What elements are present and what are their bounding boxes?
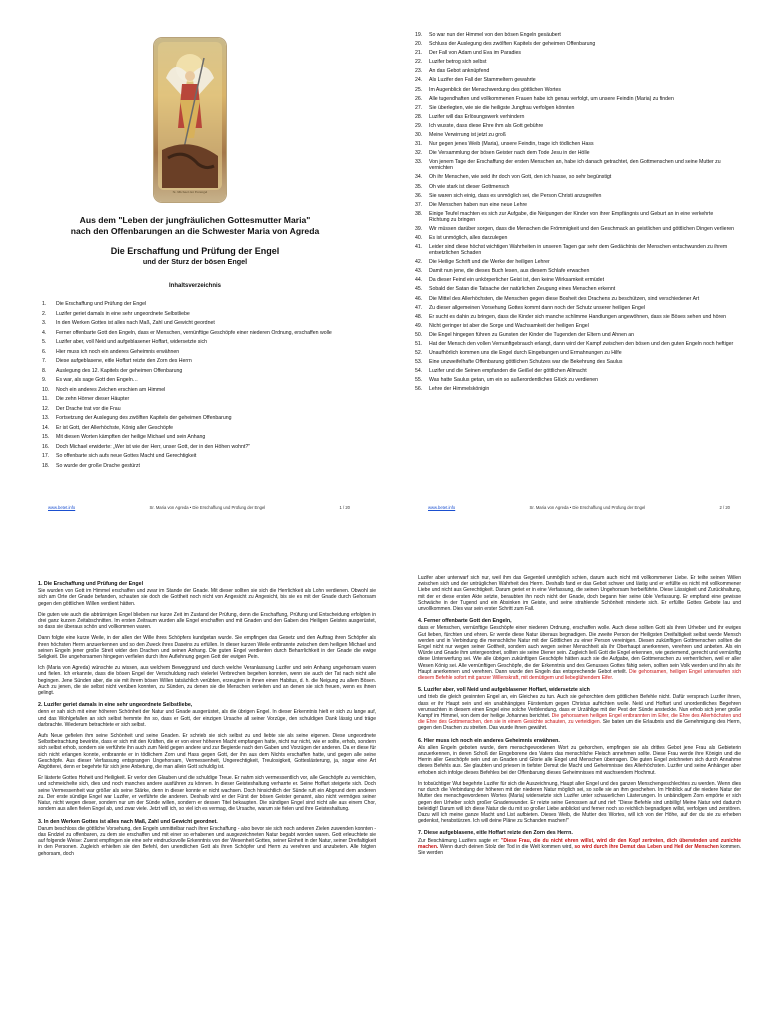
toc-entry[interactable]: [415, 193, 735, 199]
toc-entry-number: 36.: [415, 192, 423, 199]
section-heading: 7. Diese aufgeblasene, eitle Hoffart reizte den Zorn des Herrn.: [418, 830, 573, 837]
toc-entry-title: Luzifer will das Erlösungswerk verhindern: [429, 113, 525, 120]
toc-entry-title: Er ist Gott, der Allerhöchste, König aller Geschöpfe: [56, 424, 174, 431]
toc-entry[interactable]: [415, 305, 735, 311]
toc-entry[interactable]: [415, 150, 735, 156]
toc-entry[interactable]: [415, 296, 735, 302]
toc-entry[interactable]: [415, 41, 735, 47]
document-title: [30, 215, 360, 266]
toc-entry[interactable]: [415, 132, 735, 138]
toc-entry-title: Oh wie stark ist dieser Gottmensch: [429, 183, 510, 190]
toc-entry-number: 32.: [415, 150, 423, 157]
toc-entry-number: 49.: [415, 322, 423, 329]
saint-michael-image: [154, 38, 226, 202]
title-line-1: Aus dem "Leben der jungfräulichen Gottesmutter Maria": [79, 215, 311, 225]
toc-entry[interactable]: [415, 235, 735, 241]
toc-entry-number: 2.: [42, 310, 47, 317]
toc-entry-title: Er sucht es dahin zu bringen, dass die Kinder sich manche schlimme Handlungen angewöhnen, dass sie Böses sehen und hören: [429, 313, 727, 320]
toc-entry-title: Leider sind diese höchst wichtigen Wahrheiten in unseren Tagen gar sehr dem Gedächtnis der Menschen entschwunden zu ihrem entsetzlichen Schaden: [429, 244, 728, 257]
toc-entry-title: Doch Michael erwiderte: „Wer ist wie der Herr, unser Gott, der in den Höhen wohnt?": [56, 443, 251, 450]
toc-entry-number: 10.: [42, 386, 50, 393]
paragraph: Er lästerte Gottes Hoheit und Heiligkeit. Er verlor den Glauben und die schuldige Treue. Er nahm sich vermessentlich vor, alle Geschöpfe zu vernichten, und schmeichelte sich, dies und noch manches andere ausführen zu können. In dieser Geisteshaltung verharrte er. Seine Hoffart steigerte sich. Doch seine Vermessenheit war größer als seine Stärke, denn in dieser konnte er nicht wachsen. Doch hinsichtlich der Sünde ruft ein Abgrund dem anderen zu. Der erste sündige Engel war Luzifer, er verführte die anderen. Deshalb wird er der Fürst der bösen Geister genannt, also nicht vermöges seiner Natur, nicht wegen dieser, sondern nur um der Sünde willen, sondern er dessen Titel bekaupten. Die sündigen Engel sind nicht alle aus einem Chor, sondern aus allen fielen Engel ab, und zwar viele. Jetzt will ich, so viel ich es vermag, die Ursache, warum sie fielen und ihre Geisteshaltung.: [38, 775, 376, 813]
toc-entry-title: Diese aufgeblasene, eitle Hoffart reizte den Zorn des Herrn: [56, 358, 192, 364]
toc-entry-number: 22.: [415, 59, 423, 66]
body-text: [418, 575, 741, 861]
toc-entry-title: Unaufhörlich kommen uns die Engel durch Eingebungen und Ermahnungen zu Hilfe: [429, 350, 622, 357]
toc-entry-number: 46.: [415, 295, 423, 302]
toc-entry-title: Einige Teufel machten es sich zur Aufgabe, die Neigungen der Kinder von ihrer Empfängnis und Geburt an in eine verkehrte Richtung zu bringen: [429, 210, 714, 223]
toc-entry-title: Nicht geringer ist aber die Sorge und Wachsamkeit der heiligen Engel: [429, 322, 589, 329]
toc-entry-title: Luzifer aber, voll Neid und aufgeblasener Hoffart, widersetzte sich: [56, 339, 208, 345]
toc-entry-number: 11.: [42, 396, 49, 402]
table-of-contents-part-2: [415, 32, 735, 396]
section-heading: 1. Die Erschaffung und Prüfung der Engel: [38, 581, 144, 587]
highlighted-text: Die gehorsamen, heiligen Engel unterwarfen sich diesem Befehle sofort mit ganzer Willenskraft, mit demütigem und liebeglühendem Eifer.: [418, 668, 741, 682]
toc-entry-number: 33.: [415, 159, 423, 166]
toc-entry[interactable]: [415, 314, 735, 320]
toc-entry-number: 6.: [42, 348, 47, 355]
toc-entry-title: Damit nun jene, die dieses Buch lesen, aus diesem Schlafe erwachen: [429, 268, 590, 275]
toc-entry-title: Die zehn Hörner dieser Häupter: [56, 396, 130, 402]
toc-entry-title: Fortsetzung der Auslegung des zwölften Kapitels der geheimen Offenbarung: [56, 415, 232, 421]
toc-entry[interactable]: [415, 50, 735, 56]
toc-entry[interactable]: [42, 396, 352, 402]
paragraph: [418, 625, 741, 681]
toc-entry-title: Hat der Mensch den vollen Vernunftgebrauch erlangt, dann wird der Kampf zwischen den bösen und den guten Engeln noch heftiger: [429, 341, 734, 347]
paragraph-text: Sie baten um die Erlaubnis und die Genehmigung des Herrn, gegen den Drachen zu streiten. Das wurde ihnen gewährt.: [418, 719, 741, 732]
toc-entry[interactable]: [42, 425, 352, 431]
highlighted-text: "Diese Frau, die du nicht ehren willst, wird dir den Kopf zertreten, dich überwinden und zunichte machen.: [418, 837, 741, 850]
toc-entry-number: 45.: [415, 286, 423, 293]
toc-entry-number: 24.: [415, 77, 423, 84]
toc-entry[interactable]: [415, 350, 735, 356]
toc-entry-title: Die Erschaffung und Prüfung der Engel: [56, 301, 147, 307]
toc-entry[interactable]: [415, 174, 735, 180]
toc-entry-number: 56.: [415, 386, 423, 393]
toc-entry-title: Schluss der Auslegung des zwölften Kapitels der geheimen Offenbarung: [429, 41, 596, 48]
toc-entry[interactable]: [415, 59, 735, 65]
table-of-contents-part-1: [42, 301, 352, 472]
section-heading: 6. Hier muss ich noch ein anderes Geheimnis erwähnen.: [418, 737, 560, 744]
toc-entry[interactable]: [415, 268, 735, 274]
toc-entry-number: 7.: [42, 358, 47, 364]
toc-entry-number: 55.: [415, 377, 423, 384]
toc-entry-number: 19.: [415, 32, 423, 38]
toc-entry-title: Alle tugendhaften und vollkommenen Frauen habe ich genau verfolgt, um unsere Feindin (Maria) zu finden: [429, 95, 674, 102]
image-caption: St. Michael der Erzengel: [172, 190, 208, 194]
toc-entry-title: Sobald der Satan die Tatsache der natürlichen Zeugung eines Menschen erkennt: [429, 286, 616, 293]
toc-entry-title: An das Gebot anknüpfend: [429, 68, 490, 75]
toc-entry[interactable]: [415, 114, 735, 120]
toc-entry-title: Die Mittel des Allerhöchsten, die Menschen gegen diese Bosheit des Drachens zu beschützen, sind verschiedener Art: [429, 295, 700, 302]
paragraph: [418, 694, 741, 731]
toc-entry-number: 42.: [415, 259, 423, 266]
toc-entry-title: So war nun der Himmel von den bösen Engeln gesäubert: [429, 32, 561, 38]
toc-entry-number: 14.: [42, 424, 50, 431]
section-heading: 2. Luzifer geriet damals in eine sehr ungeordnete Selbstliebe,: [38, 702, 193, 709]
paragraph: Ich (Maria von Agreda) wünschte zu wissen, aus welchem Beweggrund und durch welche Veranlassung Luzifer und sein Anhang ungehorsam waren und fielen. Ich erkannte, dass die bösen Engel der Verschuldung nach vielerlei Verbrechen begehen konnten, wenn sie auch der Tat nach nicht alle begingen. Jene Sünden aber, die sie mit ihrem bösen Willen tatsächlich verübten, erzeugten in ihnen einen Habitus, d. h. die Neigung zu allem Bösen. Auch zu jenen, die sie selbst nicht verüben konnten, zu Sünden, zu denen sie die Menschen verleiten und an denen sie sich freuen, wenn es ihnen gelingt.: [38, 665, 376, 697]
toc-entry-number: 34.: [415, 174, 423, 181]
toc-entry-title: Noch ein anderes Zeichen erschien am Himmel: [56, 386, 166, 393]
toc-entry[interactable]: [415, 77, 735, 83]
toc-entry[interactable]: [415, 96, 735, 102]
toc-entry-title: Oh ihr Menschen, wie seid ihr doch von Gott, den ich hasse, so sehr begünstigt: [429, 174, 612, 181]
toc-entry[interactable]: [415, 123, 735, 129]
toc-entry-title: Da dieser Feind ein unkörperlicher Geist ist, den keine Wirksamkeit ermüdet: [429, 277, 605, 284]
toc-entry-number: 15.: [42, 434, 50, 440]
toc-entry-number: 52.: [415, 350, 423, 357]
toc-entry[interactable]: [42, 453, 352, 459]
paragraph-text: dass er Menschen, vernünftige Geschöpfe einer niederen Ordnung, erschaffen wolle. Auch diese sollten Gott als ihren Urheber und ihr ewiges Gut lieben, fürchten und ehren. Er werde diese Natur überaus begnadigen. Die zweite Person der Heiligsten Dreifaltigkeit selbst werde Mensch werden und in Verbindung die menschliche Natur mit der Göttlichen zu einer Person vereinigen. Diesen zukünftigen Gottmenschen sollten die Engel nicht nur wegen seiner Gottheit, sondern auch wegen seiner Menschheit als ihr Oberhaupt anerkennen, verehren und anbeten. Als ein Würde und Gnade ihm untergeordnet, sollten sie seine Diener sein. Zugleich ließ Gott die Engel erkennen, wie geziemend, gerecht und vernünftig diese Unterwerfung sei. Wie alle übrigen zukünftigen Geschöpfe hätten auch sie die Aufgabe, den Gottmenschen zu verherrlichen, weil er aller Wesen König sei. Alle vernünftigen Geschöpfe, die der Erkenntnis und des Genusses Gottes fähig seien, sollten sein Volk werden und ihn als ihr Haupt anerkennen und verehren. Dann wurde den Engeln das entsprechende Gebot erteilt.: [418, 625, 741, 675]
archangel-illustration: [154, 38, 226, 202]
toc-entry[interactable]: [42, 311, 352, 317]
toc-entry-title: Ferner offenbarte Gott den Engeln, dass er Menschen, vernünftige Geschöpfe einer niederen Ordnung, erschaffen wolle: [56, 329, 332, 336]
toc-entry-number: 43.: [415, 268, 423, 275]
toc-entry[interactable]: [415, 68, 735, 74]
toc-entry[interactable]: [42, 320, 352, 326]
toc-entry-number: 9.: [42, 377, 47, 383]
toc-entry[interactable]: [415, 184, 735, 190]
toc-entry-number: 13.: [42, 415, 50, 421]
toc-entry-number: 27.: [415, 104, 423, 111]
highlighted-text: so wird durch ihre Demut das Leben und Heil der Menschen: [574, 843, 719, 850]
paragraph: denn er sah sich mit einer höheren Schönheit der Natur und Gnade ausgerüstet, als die übrigen Engel. In dieser Erkenntnis hielt er sich zu lange auf, und das Wohlgefallen an sich selbst hemmte ihn so, dass er Gott, der einzigen Ursache all seiner Vorzüge, den schuldigen Dank lässig und träge darbrachte. Wiederum betrachtete er sich selbst.: [38, 709, 376, 728]
toc-entry-title: Mit diesen Worten kämpften der heilige Michael und sein Anhang: [56, 434, 206, 440]
toc-entry-number: 18.: [42, 462, 50, 469]
toc-entry[interactable]: [415, 259, 735, 265]
paragraph: Darum beschloss die göttliche Vorsehung, den Engeln unmittelbar nach ihrer Erschaffung - also bevor sie sich noch anderen Zielen zuwenden konnten - das Endziel zu offenbaren, zu dem sie erschaffen und mit einer so erhabenen und ausgezeichneten Natur begabt worden waren. Gott erleuchtete sie auf folgende Weise: Zuerst empfingen sie eine sehr eindrucksvolle Erkenntnis von der Wesenheit Gottes, seiner Einheit in der Natur, seiner Dreifaltigkeit in den Personen. Zugleich erhielten sie den Befehl, den unendlichen Gott als ihren Schöpfer und Herrn zu verehren und anzubeten. Alle folgten gehorsam, doch: [38, 825, 376, 857]
toc-entry-title: Die Menschen haben nun eine neue Lehre: [429, 201, 528, 208]
toc-entry-title: Was hatte Saulus getan, um ein so außerordentliches Glück zu verdienen: [429, 377, 599, 384]
toc-heading: Inhaltsverzeichnis: [168, 283, 222, 289]
toc-entry[interactable]: [42, 444, 352, 450]
toc-entry[interactable]: [42, 301, 352, 307]
paragraph: Aufs Neue gefielen ihm seine Schönheit und seine Gnaden. Er schrieb sie sich selbst zu und liebte sie als seine eigenen. Diese ungeordnete Selbstbetrachtung bewirkte, dass er sich mit den Kräften, die er von einer höheren Macht empfangen hatte, nicht nur nicht, wie er sollte, erhob, sondern sich selbst erhob, sondern sie verführte ihn auch zum Neid gegen andere und zur Begierde nach den Gaben und Vorzügen der anderen. Da er diese für sich nicht erlangen konnte, entbrannte er in tödlichem Zorn und Hass gegen Gott, der ihn aus dem Nichts erschaffen hatte, und gegen alle seine Geschöpfe. Aus dieser Verfassung entsprangen Ungehorsam, Vermessenheit, Ungerechtigkeit, Treulosigkeit, Gotteslästerung, ja, sogar eine Art Abgötterei, denn er begehrte für sich jene Anbetung, die man allein Gott schuldig ist.: [38, 733, 376, 771]
toc-entry[interactable]: [42, 330, 352, 336]
document-page-3: [30, 570, 380, 1024]
toc-entry[interactable]: [415, 341, 735, 347]
toc-entry-title: Hier muss ich noch ein anderes Geheimnis erwähnen: [56, 348, 180, 355]
title-line-2: nach den Offenbarungen an die Schwester Maria von Agreda: [70, 226, 320, 236]
toc-entry-number: 12.: [42, 405, 50, 412]
toc-entry-title: So wurde der große Drache gestürzt: [56, 462, 140, 469]
toc-entry[interactable]: [415, 159, 735, 171]
toc-entry-number: 21.: [415, 50, 423, 57]
toc-entry-number: 47.: [415, 304, 423, 311]
toc-entry[interactable]: [415, 277, 735, 283]
toc-entry-number: 38.: [415, 210, 423, 217]
toc-entry-number: 4.: [42, 329, 47, 336]
paragraph: Luzifer aber unterwarf sich nur, weil ihm das Gegenteil unmöglich schien, darum auch nicht mit vollkommener Liebe. Er teilte seinen Willen zwischen sich und der untrüglichen Wahrheit des Herrn. Deshalb fand er das Gebot schwer und lästig und er erfüllte es nicht mit vollkommener Liebe und nicht aus Gerechtigkeit. Darum geriet er in eine Verfassung, die seinen Ungehorsam herbeiführte. Diese Lässigkeit und Zurückhaltung, mit der er diese ersten Akte setzte, beraubten ihn noch nicht der Gnade, doch begann hier seine üble Verfassung. Er empfand eine gewisse Schwäche in der Tugend und ein Absinken im Geiste, und seine strahlende Schönheit minderte sich. Er erfüllte Gottes Gebote lau und unvollkommen. Dies war sein erster Schritt zum Fall.: [418, 575, 741, 613]
toc-entry-number: 39.: [415, 225, 423, 232]
toc-entry[interactable]: [42, 377, 352, 383]
toc-entry-number: 30.: [415, 132, 423, 139]
subtitle-line-1: Die Erschaffung und Prüfung der Engel: [110, 246, 280, 256]
toc-entry-number: 29.: [415, 122, 423, 129]
toc-entry-number: 53.: [415, 359, 423, 366]
toc-entry-number: 1.: [42, 301, 47, 307]
toc-entry-number: 44.: [415, 277, 423, 284]
toc-entry-title: Es war, als sage Gott den Engeln…: [56, 377, 138, 383]
toc-entry-title: Lehre der Himmelskönigin: [429, 386, 490, 393]
toc-entry-title: Ich wusste, dass diese Ehre ihm als Gott gebühre: [429, 122, 544, 129]
toc-entry-title: Meine Verwirrung ist jetzt zu groß: [429, 132, 506, 139]
toc-entry[interactable]: [415, 332, 735, 338]
toc-entry-number: 35.: [415, 183, 423, 190]
subtitle-line-2: und der Sturz der bösen Engel: [142, 257, 248, 266]
section-heading: 3. In den Werken Gottes ist alles nach Maß, Zahl und Gewicht geordnet.: [38, 818, 218, 825]
toc-entry-number: 41.: [415, 244, 423, 251]
toc-entry[interactable]: [42, 415, 352, 421]
toc-entry[interactable]: [415, 211, 735, 223]
toc-entry[interactable]: [415, 323, 735, 329]
toc-entry-title: Luzifer geriet damals in eine sehr ungeordnete Selbstliebe: [56, 310, 190, 317]
toc-entry-title: Es ist unmöglich, alles darzulegen: [429, 234, 508, 241]
toc-entry-number: 8.: [42, 367, 47, 374]
toc-entry-number: 23.: [415, 68, 423, 75]
toc-entry-number: 16.: [42, 443, 50, 450]
paragraph-text: und trieb die gleich gesinnten Engel an, ein Gleiches zu tun. Auch sie gehorchten dem göttlichen Befehle nicht. Dafür versprach Luzifer ihnen, dass er ihr Haupt sein und ein unabhängiges Fürstentum gegen Christus aufrichten wolle. Neid und Hoffart und unordentliches Begehren verursachten in diesem einen Engel eine solche Verblendung, dass er Urzählige mit der Pest der Sünde ansteckte. Nun erhob sich jener große Kampf im Himmel, von dem der heilige Johannes berichtet.: [418, 694, 741, 720]
toc-entry-title: Als Luzifer den Fall der Stammeltern gewahrte: [429, 77, 536, 84]
toc-entry-title: Im Augenblick der Menschwerdung des göttlichen Wortes: [429, 86, 561, 93]
page-number: 2 / 20: [719, 505, 730, 510]
paragraph: Als allen Engeln geboten wurde, dem menschgewordenen Wort zu gehorchen, empfingen sie als drittes Gebot jene Frau als Gebieterin anzuerkennen, in deren Schoß der Eingeborene des Vaters das menschliche Fleisch annehmen sollte. Diese Frau werde ihre Königin und die Herrin aller Geschöpfe sein und an Gnaden und Glorie alle Engel und Menschen überragen. Die guten Engel zeichneten sich durch Annahme dieses Befehls aus. Sie glaubten und priesen in tiefster Demut die Macht und Geheimnisse des Allerhöchsten. Luzifer und seine Anhänger aber erhoben sich infolge dieses Befehles bei der Offenbarung dieses Geheimnisses mit wachsendem Hochmut.: [418, 744, 741, 776]
toc-entry[interactable]: [415, 105, 735, 111]
toc-entry-number: 51.: [415, 341, 423, 347]
toc-entry[interactable]: [415, 32, 735, 38]
toc-entry[interactable]: [415, 377, 735, 383]
footer-title: Sr. Maria von Agreda • Die Erschaffung und Prüfung der Engel: [529, 505, 646, 510]
toc-entry[interactable]: [42, 463, 352, 469]
toc-entry-number: 25.: [415, 86, 423, 93]
toc-entry-title: Der Fall von Adam und Eva im Paradies: [429, 50, 521, 57]
toc-entry-title: Nur gegen jenes Weib (Maria), unsere Feindin, trage ich tödlichen Hass: [429, 141, 594, 148]
toc-entry-title: Luzifer betrog sich selbst: [429, 59, 487, 66]
paragraph: Dann folgte eine kurze Weile, in der allen der Wille ihres Schöpfers kundgetan wurde. Sie empfingen das Gesetz und den Auftrag ihren Schöpfer als ihren höchsten Herrn anzuerkennen und so den Zweck ihres Daseins zu erfüllen. In dieser kurzen Weile entbrannte zwischen dem heiligen Michael und seinen Engeln jener große Streit wider den Drachen und seinen Anhang. Die guten Engel verdienten durch Beharrlichkeit in der Gnade die ewige Seligkeit. Die ungehorsamen hingegen verfielen durch ihre Auflehnung gegen Gott der ewigen Pein.: [38, 635, 376, 661]
toc-entry-number: 20.: [415, 41, 423, 48]
toc-entry-number: 3.: [42, 320, 47, 326]
footer-link[interactable]: www.betet.info: [48, 505, 76, 510]
toc-entry[interactable]: [415, 244, 735, 256]
paragraph: Die guten wie auch die abtrünnigen Engel blieben nur kurze Zeit im Zustand der Prüfung, denn die Erschaffung, Prüfung und Entscheidung erfolgten in drei ganz kurzen Zeitabschnitten. Im ersten Zeitraum wurden alle Engel erschaffen und mit Gnaden und den Gaben des Heiligen Geistes ausgerüstet, so dass sie überaus schön und vollkommen waren.: [38, 611, 376, 631]
toc-entry[interactable]: [42, 434, 352, 440]
toc-entry-title: Zu dieser allgemeinen Vorsehung Gottes kommt dann noch der Schutz unserer heiligen Engel: [429, 304, 645, 311]
toc-entry-number: 17.: [42, 453, 50, 459]
toc-entry[interactable]: [415, 368, 735, 374]
toc-entry-title: Die Versammlung der bösen Geister nach dem Tode Jesu in der Hölle: [429, 150, 590, 157]
section-heading: 5. Luzifer aber, voll Neid und aufgeblasener Hoffart, widersetzte sich: [418, 687, 590, 694]
document-page-4: [410, 570, 745, 1024]
toc-entry-number: 31.: [415, 141, 423, 148]
toc-entry[interactable]: [42, 339, 352, 345]
toc-entry-title: Von jenem Tage der Erschaffung der ersten Menschen an, habe ich danach getrachtet, den Gottmenschen und seine Mutter zu vernichten: [429, 159, 721, 172]
paragraph-text: Wenn durch deinen Stolz der Tod in die Welt kommen wird,: [438, 843, 575, 850]
page-footer: [48, 505, 350, 510]
toc-entry-number: 37.: [415, 201, 423, 208]
toc-entry-number: 40.: [415, 234, 423, 241]
toc-entry[interactable]: [415, 286, 735, 292]
toc-entry-title: Auslegung des 12. Kapitels der geheimen Offenbarung: [56, 367, 183, 374]
toc-entry[interactable]: [415, 226, 735, 232]
toc-entry-title: Sie waren sich einig, dass es unmöglich sei, die Person Christi anzugreifen: [429, 192, 602, 199]
page-number: 1 / 20: [339, 505, 350, 510]
toc-entry-number: 5.: [42, 339, 47, 345]
toc-entry[interactable]: [42, 406, 352, 412]
toc-entry-title: Die Heilige Schrift und die Werke der heiligen Lehrer: [429, 259, 550, 266]
paragraph: [418, 838, 741, 857]
toc-entry-title: Sie überlegten, wie sie die heiligste Jungfrau verfolgen könnten: [429, 104, 575, 111]
toc-entry[interactable]: [415, 141, 735, 147]
page-footer: [428, 505, 730, 510]
toc-entry[interactable]: [415, 87, 735, 93]
footer-link[interactable]: www.betet.info: [428, 505, 456, 510]
paragraph: Sie wurden von Gott im Himmel erschaffen und zwar im Stande der Gnade. Mit dieser sollten sie sich die Herrlichkeit als Lohn verdienen. Obwohl sie sich am Orte der Gnade befanden, schauten sie doch die Gottheit noch nicht von Angesicht zu Angesicht, bis sie es mit der Gnade durch Gehorsam gegen den göttlichen Willen verdient hätten.: [38, 588, 376, 607]
toc-entry[interactable]: [42, 349, 352, 355]
section-heading: 4. Ferner offenbarte Gott den Engeln,: [418, 618, 512, 625]
toc-entry-title: Wir müssen darüber sorgen, dass die Menschen die Frömmigkeit und den Geschmack an geistlichen und göttlichen Dingen verlieren: [429, 225, 735, 232]
toc-entry[interactable]: [415, 202, 735, 208]
paragraph-text: kommen. Sie werden: [418, 843, 741, 856]
toc-entry[interactable]: [42, 358, 352, 364]
toc-entry[interactable]: [42, 387, 352, 393]
body-text: [38, 575, 376, 862]
toc-entry-number: 54.: [415, 368, 423, 375]
toc-entry-number: 50.: [415, 331, 423, 338]
footer-title: Sr. Maria von Agreda • Die Erschaffung und Prüfung der Engel: [149, 505, 266, 510]
paragraph-text: Zur Beschämung Luzifers sagte er:: [418, 837, 501, 844]
toc-entry[interactable]: [415, 359, 735, 365]
document-page-2: [410, 30, 740, 520]
toc-entry-number: 26.: [415, 95, 423, 102]
toc-entry[interactable]: [415, 386, 735, 392]
toc-entry-title: Die Engel hingegen führen zu Gunsten der Kinder die Tugenden der Eltern und Ahnen an: [429, 331, 635, 338]
toc-entry-title: In den Werken Gottes ist alles nach Maß, Zahl und Gewicht geordnet: [56, 320, 215, 326]
document-page-1: [30, 30, 360, 520]
toc-entry-number: 28.: [415, 113, 423, 120]
toc-entry-title: Luzifer und die Seinen empfanden die Geißel der göttlichen Allmacht: [429, 368, 587, 375]
paragraph: In tobsüchtiger Wut begehrte Luzifer für sich die Auszeichnung, Haupt aller Engel und des ganzen Menschengeschlechtes zu werden. Wenn dies nur durch die Verbindung der höheren mit der niederen Natur möglich sei, so solle sie an ihm geschehen. Im Hinblick auf die niedere Natur der Mutter des menschgewordenen Wortes (Maria) widersetzte sich Luzifer unter schauerlichen Lästerungen. In unbändigem Zorn empörte er sich gegen den Urheber solch großer Gnadenwunder. Er reizte seine Genossen auf und rief: "Diese Befehle sind unbillig! Meine Natur wird dadurch beleidigt! Darum will ich diese Natur die du mit so großer Liebe anblickst und ferner noch so reichlich begnadigen willst, verfolgen und zerstören. Dazu will ich meine ganze Macht und List aufbieten. Dieses Weib, die Mutter des Wortes, will ich von der Höhe, auf der du sie zu erheben gedenkst, herabstürzen. Ich will deine Pläne zu Schanden machen!": [418, 780, 741, 825]
toc-entry-number: 48.: [415, 313, 423, 320]
highlighted-text: Die gehorsamen heiligen Engel entbrannten im Eifer, die Ehre des Allerhöchsten und die Ehre des Gottmenschen, den sie in einem Gesichte schauten, zu verteidigen.: [418, 713, 741, 726]
toc-entry-title: Der Drache trat vor die Frau: [56, 405, 121, 412]
toc-entry[interactable]: [42, 368, 352, 374]
toc-entry-title: So offenbarte sich aufs neue Gottes Macht und Gerechtigkeit: [56, 453, 197, 459]
toc-entry-title: Eine unzweifelhafte Offenbarung göttlichen Schutzes war die Bekehrung des Saulus: [429, 359, 623, 366]
